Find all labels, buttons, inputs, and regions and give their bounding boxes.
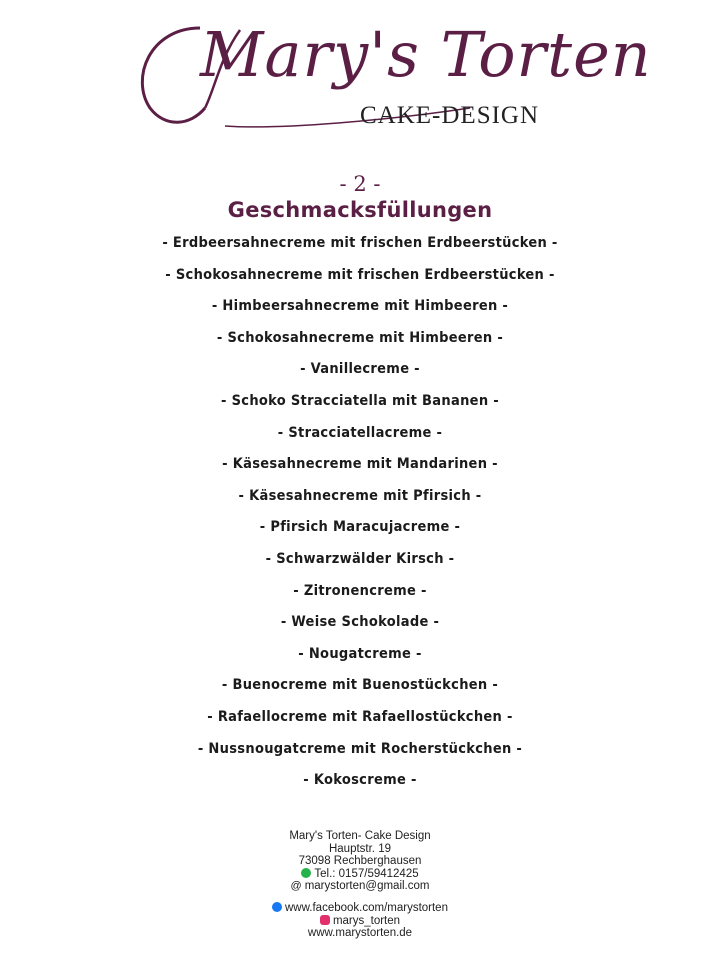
filling-item: - Käsesahnecreme mit Mandarinen - [222, 456, 498, 473]
filling-item: - Pfirsich Maracujacreme - [259, 519, 461, 536]
filling-item: - Rafaellocreme mit Rafaellostückchen - [207, 708, 513, 725]
filling-item: - Schokosahnecreme mit frischen Erdbeerstücken - [165, 266, 555, 283]
footer-facebook-link[interactable]: www.facebook.com/marystorten [285, 901, 448, 914]
section-number: - 2 - [339, 172, 381, 196]
footer-phone[interactable]: Tel.: 0157/59412425 [314, 867, 419, 880]
at-icon: @ [290, 880, 302, 893]
footer-facebook-row [0, 902, 720, 915]
footer-email[interactable]: marystorten@gmail.com [304, 880, 430, 893]
logo-script-text: Mary's Torten [200, 18, 652, 91]
footer-instagram-row [0, 915, 720, 928]
instagram-icon [320, 915, 330, 925]
filling-item: - Stracciatellacreme - [277, 424, 443, 441]
filling-item: - Vanillecreme - [300, 361, 420, 378]
filling-item: - Zitronencreme - [293, 582, 427, 599]
footer-city: 73098 Rechberghausen [298, 855, 422, 868]
footer-website-link[interactable]: www.marystorten.de [307, 927, 413, 940]
footer-instagram-handle[interactable]: marys_torten [332, 914, 401, 927]
filling-item: - Nussnougatcreme mit Rocherstückchen - [197, 740, 523, 757]
fillings-list [0, 228, 720, 797]
filling-item: - Erdbeersahnecreme mit frischen Erdbeerstücken - [162, 235, 558, 251]
footer-street: Hauptstr. 19 [328, 842, 391, 855]
logo-subtitle: CAKE-DESIGN [360, 102, 540, 129]
filling-item: - Himbeersahnecreme mit Himbeeren - [211, 298, 509, 315]
filling-item: - Schokosahnecreme mit Himbeeren - [216, 329, 504, 346]
section-title: Geschmacksfüllungen [227, 198, 493, 222]
filling-item: - Kokoscreme - [303, 772, 417, 789]
brand-logo [130, 8, 652, 148]
footer-business-name: Mary's Torten- Cake Design [289, 830, 431, 842]
filling-item: - Nougatcreme - [298, 645, 422, 662]
filling-item: - Schwarzwälder Kirsch - [265, 550, 455, 567]
whatsapp-icon [301, 868, 311, 878]
footer-email-row [0, 880, 720, 893]
facebook-icon [272, 902, 282, 912]
filling-item: - Weise Schokolade - [280, 614, 440, 631]
contact-footer [0, 830, 720, 940]
footer-phone-row [0, 868, 720, 881]
filling-item: - Schoko Stracciatella mit Bananen - [221, 392, 499, 409]
filling-item: - Käsesahnecreme mit Pfirsich - [238, 487, 482, 504]
filling-item: - Buenocreme mit Buenostückchen - [221, 677, 499, 694]
